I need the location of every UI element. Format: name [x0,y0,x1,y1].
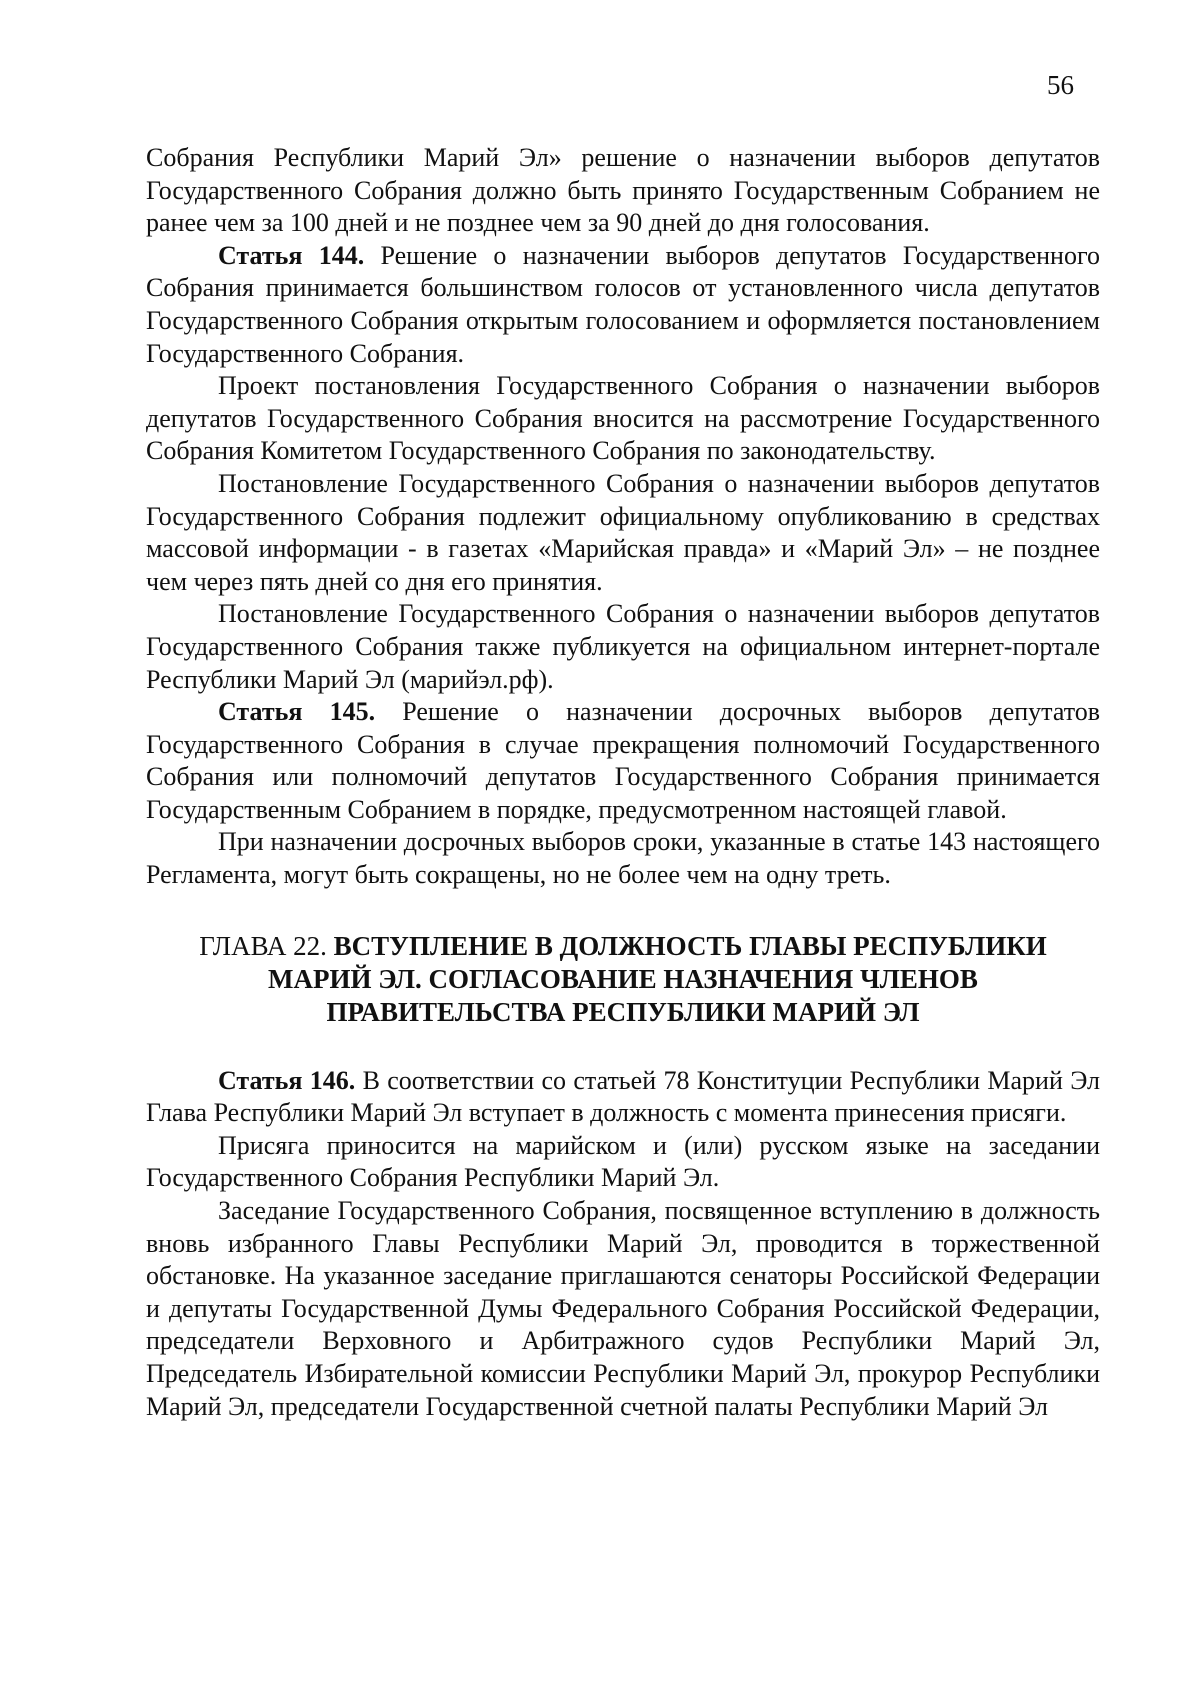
document-body [146,142,1100,1423]
article-label: Статья 144. [218,240,365,270]
article-label: Статья 146. [218,1065,356,1095]
paragraph-text: Постановление Государственного Собрания о назначении выборов депутатов Государственного Собрания также публикуется на официальном интернет-портале Республики Марий Эл (марийэл.рф). [146,599,1100,694]
paragraph [146,1195,1100,1423]
article-paragraph [146,1065,1100,1130]
paragraph-text: Решение о назначении выборов депутатов Государственного Собрания принимается большинством голосов от установленного числа депутатов Государственного Собрания открытым голосованием и оформляется постановлением Государственного Собрания. [146,240,1100,368]
paragraph-text: Проект постановления Государственного Собрания о назначении выборов депутатов Государственного Собрания вносится на рассмотрение Государственного Собрания Комитетом Государственного Собрания по законодательству. [146,371,1100,466]
chapter-label: ГЛАВА 22. [199,930,334,961]
paragraph [146,370,1100,468]
paragraph-text: Присяга приносится на марийском и (или) русском языке на заседании Государственного Собрания Республики Марий Эл. [146,1130,1100,1193]
paragraph-text: Решение о назначении досрочных выборов депутатов Государственного Собрания в случае прекращения полномочий Государственного Собрания или полномочий депутатов Государственного Собрания принимается Государственным Собранием в порядке, предусмотренном настоящей главой. [146,697,1101,824]
page-number: 56 [1047,70,1074,100]
article-paragraph [146,696,1100,826]
paragraph [146,826,1100,891]
article-paragraph [146,240,1100,370]
chapter-title: ВСТУПЛЕНИЕ В ДОЛЖНОСТЬ ГЛАВЫ РЕСПУБЛИКИ МАРИЙ ЭЛ. СОГЛАСОВАНИЕ НАЗНАЧЕНИЯ ЧЛЕНОВ ПРАВИТЕЛЬСТВА РЕСПУБЛИКИ МАРИЙ ЭЛ [268,930,1047,1027]
article-label: Статья 145. [218,697,376,727]
paragraph [146,1130,1100,1195]
paragraph-text: В соответствии со статьей 78 Конституции Республики Марий Эл Глава Республики Марий Эл вступает в должность с момента принесения присяги. [146,1065,1100,1128]
paragraph [146,468,1100,598]
chapter-heading [146,930,1100,1029]
paragraph-text: При назначении досрочных выборов сроки, указанные в статье 143 настоящего Регламента, могут быть сокращены, но не более чем на одну треть. [146,827,1100,890]
paragraph-text: Постановление Государственного Собрания о назначении выборов депутатов Государственного Собрания подлежит официальному опубликованию в средствах массовой информации - в газетах «Марийская правда» и «Марий Эл» – не позднее чем через пять дней со дня его принятия. [146,468,1100,596]
paragraph [146,598,1100,696]
paragraph-text: Собрания Республики Марий Эл» решение о назначении выборов депутатов Государственного Собрания должно быть принято Государственным Собранием не ранее чем за 100 дней и не позднее чем за 90 дней до дня голосования. [146,143,1100,238]
paragraph [146,142,1100,240]
paragraph-text: Заседание Государственного Собрания, посвященное вступлению в должность вновь избранного Главы Республики Марий Эл, проводится в торжественной обстановке. На указанное заседание приглашаются сенаторы Российской Федерации и депутаты Государственной Думы Федерального Собрания Российской Федерации, председатели Верховного и Арбитражного судов Республики Марий Эл, Председатель Избирательной комиссии Республики Марий Эл, прокурор Республики Марий Эл, председатели Государственной счетной палаты Республики Марий Эл [146,1196,1100,1421]
